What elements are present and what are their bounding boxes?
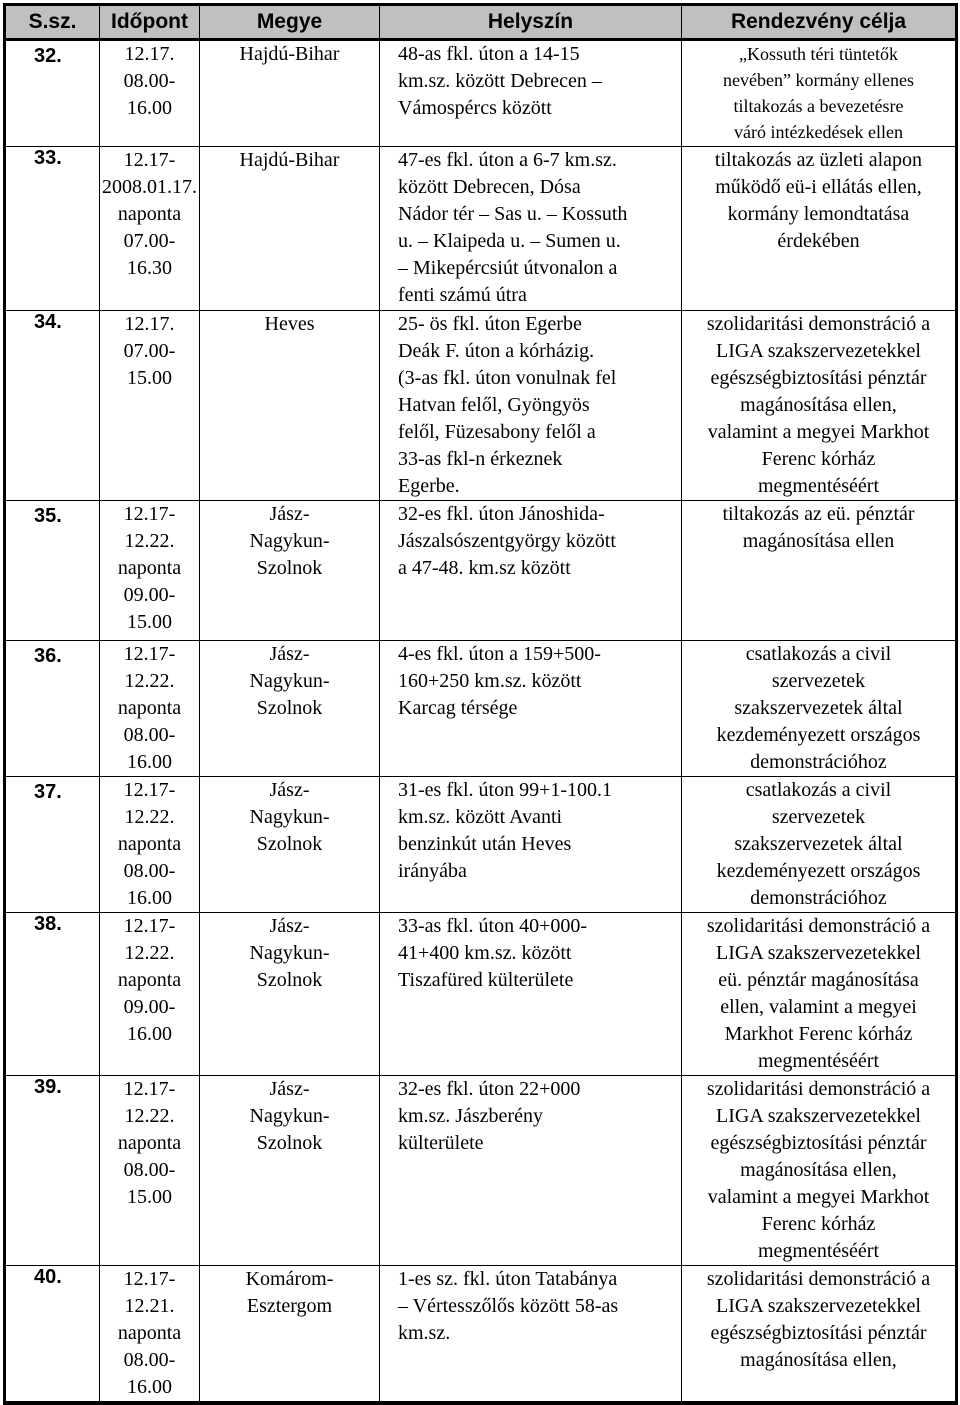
row-number: 34. [5,311,100,501]
row-time: 12.17- 12.22. naponta 09.00- 15.00 [100,501,200,641]
row-number: 40. [5,1266,100,1404]
row-number: 32. [5,40,100,147]
header-row [5,5,957,40]
row-time: 12.17- 12.22. naponta 09.00- 16.00 [100,913,200,1076]
row-purpose: tiltakozás az üzleti alapon működő eü-i ellátás ellen, kormány lemondtatása érdekében [682,147,957,311]
row-time: 12.17. 07.00- 15.00 [100,311,200,501]
table-row [5,641,957,777]
row-county: Jász- Nagykun- Szolnok [200,501,380,641]
table-row [5,1266,957,1404]
row-time: 12.17- 12.21. naponta 08.00- 16.00 [100,1266,200,1404]
header-num: S.sz. [5,5,100,40]
row-number: 36. [5,641,100,777]
row-purpose: „Kossuth téri tüntetők nevében” kormány ellenes tiltakozás a bevezetésre váró intézkedések ellen [682,40,957,147]
row-county: Jász- Nagykun- Szolnok [200,777,380,913]
header-county: Megye [200,5,380,40]
table-row [5,40,957,147]
row-number: 39. [5,1076,100,1266]
header-place: Helyszín [380,5,682,40]
row-number: 38. [5,913,100,1076]
row-purpose: tiltakozás az eü. pénztár magánosítása ellen [682,501,957,641]
row-purpose: szolidaritási demonstráció a LIGA szakszervezetekkel egészségbiztosítási pénztár magánosítása ellen, valamint a megyei Markhot Ferenc kórház megmentéséért [682,1076,957,1266]
row-county: Jász- Nagykun- Szolnok [200,641,380,777]
row-county: Heves [200,311,380,501]
row-time: 12.17- 12.22. naponta 08.00- 15.00 [100,1076,200,1266]
row-purpose: csatlakozás a civil szervezetek szakszervezetek által kezdeményezett országos demonstrációhoz [682,641,957,777]
row-purpose: szolidaritási demonstráció a LIGA szakszervezetekkel eü. pénztár magánosítása ellen, valamint a megyei Markhot Ferenc kórház megmentéséért [682,913,957,1076]
table-row [5,147,957,311]
row-place: 4-es fkl. úton a 159+500- 160+250 km.sz. között Karcag térsége [380,641,682,777]
row-county: Jász- Nagykun- Szolnok [200,1076,380,1266]
row-county: Hajdú-Bihar [200,40,380,147]
events-table [3,3,958,1405]
row-place: 48-as fkl. úton a 14-15 km.sz. között Debrecen – Vámospércs között [380,40,682,147]
row-time: 12.17- 12.22. naponta 08.00- 16.00 [100,641,200,777]
row-number: 33. [5,147,100,311]
table-row [5,1076,957,1266]
row-time: 12.17- 12.22. naponta 08.00- 16.00 [100,777,200,913]
table-row [5,501,957,641]
row-purpose: csatlakozás a civil szervezetek szakszervezetek által kezdeményezett országos demonstrációhoz [682,777,957,913]
header-purpose: Rendezvény célja [682,5,957,40]
row-time: 12.17. 08.00- 16.00 [100,40,200,147]
row-number: 35. [5,501,100,641]
table-row [5,777,957,913]
row-place: 31-es fkl. úton 99+1-100.1 km.sz. között Avanti benzinkút után Heves irányába [380,777,682,913]
row-purpose: szolidaritási demonstráció a LIGA szakszervezetekkel egészségbiztosítási pénztár magánosítása ellen, [682,1266,957,1404]
row-place: 33-as fkl. úton 40+000- 41+400 km.sz. között Tiszafüred külterülete [380,913,682,1076]
row-county: Jász- Nagykun- Szolnok [200,913,380,1076]
row-number: 37. [5,777,100,913]
header-time: Időpont [100,5,200,40]
row-county: Komárom- Esztergom [200,1266,380,1404]
row-place: 32-es fkl. úton Jánoshida- Jászalsószentgyörgy között a 47-48. km.sz között [380,501,682,641]
row-purpose: szolidaritási demonstráció a LIGA szakszervezetekkel egészségbiztosítási pénztár magánosítása ellen, valamint a megyei Markhot Ferenc kórház megmentéséért [682,311,957,501]
row-place: 47-es fkl. úton a 6-7 km.sz. között Debrecen, Dósa Nádor tér – Sas u. – Kossuth u. – Klaipeda u. – Sumen u. – Mikepércsiút útvonalon a fenti számú útra [380,147,682,311]
row-time: 12.17- 2008.01.17. naponta 07.00- 16.30 [100,147,200,311]
table-row [5,311,957,501]
table-row [5,913,957,1076]
row-place: 32-es fkl. úton 22+000 km.sz. Jászberény külterülete [380,1076,682,1266]
row-county: Hajdú-Bihar [200,147,380,311]
row-place: 25- ös fkl. úton Egerbe Deák F. úton a kórházig. (3-as fkl. úton vonulnak fel Hatvan felől, Gyöngyös felől, Füzesabony felől a 33-as fkl-n érkeznek Egerbe. [380,311,682,501]
row-place: 1-es sz. fkl. úton Tatabánya – Vértesszőlős között 58-as km.sz. [380,1266,682,1404]
